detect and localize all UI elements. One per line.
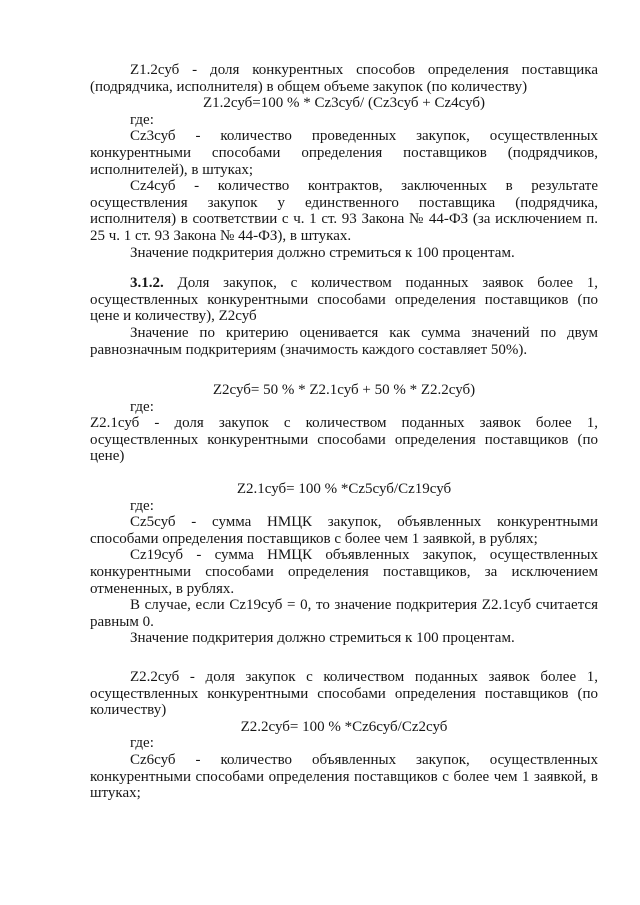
where-label: где: [130,398,154,415]
formula-z2: Z2суб= 50 % * Z2.1суб + 50 % * Z2.2суб) [212,382,476,399]
paragraph-cz5-definition: Cz5суб - сумма НМЦК закупок, объявленных конкурентными способами определения поставщиков с более чем 1 заявкой, в рублях; [90,514,598,547]
where-label: где: [130,735,154,752]
section-title: Доля закупок, с количеством поданных заявок более 1, осуществленных конкурентными способами определения поставщиков (по цене и количеству), Z2суб [90,275,598,325]
paragraph-z22-definition: Z2.2суб - доля закупок с количеством поданных заявок более 1, осуществленных конкурентными способами определения поставщиков (по количеству) [90,669,598,719]
where-label: где: [130,111,154,128]
paragraph-criterion-sum: Значение по критерию оценивается как сумма значений по двум равнозначным подкритериям (значимость каждого составляет 50%). [90,324,598,358]
where-label: где: [130,497,154,514]
paragraph-target-100: Значение подкритерия должно стремиться к 100 процентам. [130,244,515,261]
formula-z12: Z1.2суб=100 % * Cz3суб/ (Cz3суб + Cz4суб) [202,95,486,112]
paragraph-cz19-definition: Cz19суб - сумма НМЦК объявленных закупок, осуществленных конкурентными способами определения поставщиков, за исключением отмененных, в рублях. [90,547,598,597]
paragraph-cz6-definition: Cz6суб - количество объявленных закупок, осуществленных конкурентными способами определения поставщиков с более чем 1 заявкой, в штуках; [90,751,598,802]
section-number: 3.1.2. [130,275,164,292]
paragraph-cz19-zero: В случае, если Cz19суб = 0, то значение подкритерия Z2.1суб считается равным 0. [90,597,598,630]
paragraph-cz3-definition: Cz3суб - количество проведенных закупок, осуществленных конкурентными способами определения поставщиков (подрядчиков, исполнителей), в штуках; [90,128,598,178]
formula-z21: Z2.1суб= 100 % *Cz5суб/Cz19суб [236,481,452,498]
document-page [90,62,598,802]
paragraph-z21-definition: Z2.1суб - доля закупок с количеством поданных заявок более 1, осуществленных конкурентными способами определения поставщиков (по цене) [90,415,598,465]
paragraph-z12-definition: Z1.2суб - доля конкурентных способов определения поставщика (подрядчика, исполнителя) в общем объеме закупок (по количеству) [90,62,598,95]
paragraph-cz4-definition: Cz4суб - количество контрактов, заключенных в результате осуществления закупок у единственного поставщика (подрядчика, исполнителя) в соответствии с ч. 1 ст. 93 Закона № 44-ФЗ (за исключением п. 25 ч. 1 ст. 93 Закона № 44-ФЗ), в штуках. [90,178,598,244]
paragraph-target-100: Значение подкритерия должно стремиться к 100 процентам. [130,630,515,647]
formula-z22: Z2.2суб= 100 % *Cz6суб/Cz2суб [240,718,448,735]
section-3-1-2 [90,275,598,325]
